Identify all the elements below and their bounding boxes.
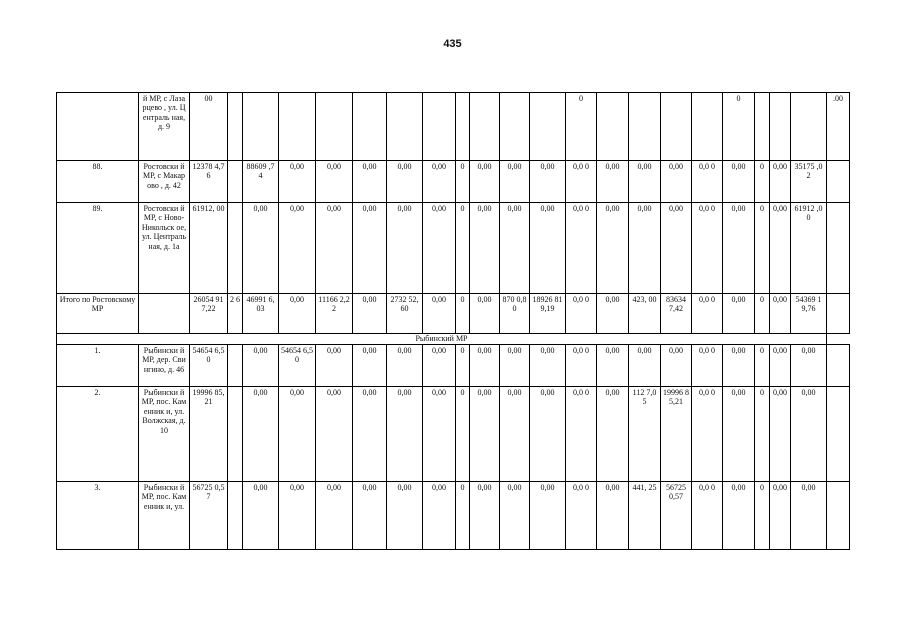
- value-cell: 0,00: [770, 345, 791, 387]
- value-cell: 0,00: [770, 294, 791, 334]
- value-cell: 0,00: [629, 203, 661, 294]
- value-cell: [692, 93, 723, 161]
- value-cell: 0: [456, 482, 470, 550]
- value-cell: [423, 93, 456, 161]
- value-cell: 0,00: [316, 345, 353, 387]
- value-cell: 112 7,05: [629, 387, 661, 482]
- object-address-cell: й МР, с Лазарцево , ул. Централь ная, д. 9: [139, 93, 190, 161]
- value-cell: [228, 482, 243, 550]
- object-address-cell: Ростовски й МР, с Ново- Никольск ое, ул. Централь ная, д. 1а: [139, 203, 190, 294]
- value-cell: 0,0 0: [566, 161, 597, 203]
- value-cell: 0,00: [423, 387, 456, 482]
- value-cell: 0,00: [423, 161, 456, 203]
- value-cell: 0,00: [279, 161, 316, 203]
- value-cell: 56725 0,57: [190, 482, 228, 550]
- value-cell: [279, 93, 316, 161]
- value-cell: 0,00: [770, 203, 791, 294]
- value-cell: 0: [755, 161, 770, 203]
- value-cell: 88609 ,74: [243, 161, 279, 203]
- value-cell: 0,00: [353, 345, 387, 387]
- value-cell: 0,00: [723, 387, 755, 482]
- value-cell: 56725 0,57: [661, 482, 692, 550]
- object-address-cell: Рыбински й МР, пос. Каменник и, ул.: [139, 482, 190, 550]
- value-cell: [827, 203, 850, 294]
- value-cell: 0,00: [470, 482, 500, 550]
- value-cell: 0,00: [243, 387, 279, 482]
- value-cell: 0: [755, 294, 770, 334]
- value-cell: 0,00: [597, 294, 629, 334]
- object-address-cell: Ростовски й МР, с Макарово , д. 42: [139, 161, 190, 203]
- value-cell: [597, 93, 629, 161]
- table-row: [57, 294, 850, 334]
- value-cell: 26054 917,22: [190, 294, 228, 334]
- value-cell: [827, 161, 850, 203]
- value-cell: [228, 387, 243, 482]
- value-cell: [228, 161, 243, 203]
- value-cell: [316, 93, 353, 161]
- value-cell: 0,0 0: [692, 203, 723, 294]
- value-cell: 12378 4,76: [190, 161, 228, 203]
- value-cell: 0,00: [279, 294, 316, 334]
- value-cell: 61912 ,00: [791, 203, 827, 294]
- value-cell: 0,00: [470, 294, 500, 334]
- value-cell: 0,00: [770, 161, 791, 203]
- value-cell: 46991 6,03: [243, 294, 279, 334]
- value-cell: 83634 7,42: [661, 294, 692, 334]
- value-cell: 0,00: [770, 387, 791, 482]
- row-number-cell: 1.: [57, 345, 139, 387]
- value-cell: 0,00: [423, 482, 456, 550]
- value-cell: 0,00: [470, 203, 500, 294]
- value-cell: 0,00: [791, 387, 827, 482]
- table-row: [57, 203, 850, 294]
- value-cell: [827, 482, 850, 550]
- value-cell: 2732 52,60: [387, 294, 423, 334]
- object-address-cell: [139, 294, 190, 334]
- value-cell: [791, 93, 827, 161]
- value-cell: 0,00: [243, 203, 279, 294]
- value-cell: 0,00: [316, 387, 353, 482]
- value-cell: 0,00: [500, 387, 530, 482]
- value-cell: 0: [755, 482, 770, 550]
- value-cell: 0,00: [500, 161, 530, 203]
- section-header: [57, 334, 850, 345]
- value-cell: 0,00: [530, 387, 566, 482]
- table-body-after: [57, 345, 850, 550]
- value-cell: 0,00: [423, 345, 456, 387]
- value-cell: .00: [827, 93, 850, 161]
- value-cell: 0,00: [500, 482, 530, 550]
- value-cell: 0,00: [387, 387, 423, 482]
- value-cell: [228, 93, 243, 161]
- value-cell: 0,00: [500, 203, 530, 294]
- table-body-before: [57, 93, 850, 334]
- row-number-cell: 2.: [57, 387, 139, 482]
- value-cell: 0,00: [723, 203, 755, 294]
- value-cell: 19996 85,21: [190, 387, 228, 482]
- value-cell: [755, 93, 770, 161]
- value-cell: 0: [456, 387, 470, 482]
- value-cell: 423, 00: [629, 294, 661, 334]
- value-cell: [827, 345, 850, 387]
- value-cell: 0,00: [470, 387, 500, 482]
- value-cell: 0,00: [597, 482, 629, 550]
- value-cell: 0,00: [723, 345, 755, 387]
- row-number-cell: 88.: [57, 161, 139, 203]
- table-row: [57, 345, 850, 387]
- row-number-cell: [57, 93, 139, 161]
- value-cell: 0,00: [661, 161, 692, 203]
- value-cell: 61912, 00: [190, 203, 228, 294]
- value-cell: 0,00: [423, 294, 456, 334]
- value-cell: 0,00: [791, 482, 827, 550]
- value-cell: 0,0 0: [566, 387, 597, 482]
- value-cell: 0,00: [500, 345, 530, 387]
- object-address-cell: Рыбински й МР, пос. Каменник и, ул. Волжская, д. 10: [139, 387, 190, 482]
- value-cell: [827, 387, 850, 482]
- value-cell: 0,0 0: [692, 482, 723, 550]
- value-cell: [387, 93, 423, 161]
- section-title: Рыбинский МР: [57, 334, 827, 345]
- value-cell: 0,00: [597, 345, 629, 387]
- value-cell: 0,00: [279, 387, 316, 482]
- value-cell: 0,00: [243, 345, 279, 387]
- value-cell: 0,00: [353, 482, 387, 550]
- value-cell: 0: [456, 203, 470, 294]
- value-cell: [353, 93, 387, 161]
- value-cell: 0: [566, 93, 597, 161]
- value-cell: 11166 2,22: [316, 294, 353, 334]
- value-cell: 870 0,80: [500, 294, 530, 334]
- value-cell: 0,00: [661, 203, 692, 294]
- value-cell: 0,00: [770, 482, 791, 550]
- value-cell: 0,00: [629, 345, 661, 387]
- value-cell: [470, 93, 500, 161]
- value-cell: 19996 85,21: [661, 387, 692, 482]
- row-number-cell: Итого по Ростовскому МР: [57, 294, 139, 334]
- value-cell: 0,00: [316, 161, 353, 203]
- value-cell: 0,00: [387, 203, 423, 294]
- value-cell: 0,00: [423, 203, 456, 294]
- value-cell: [827, 294, 850, 334]
- value-cell: [629, 93, 661, 161]
- value-cell: 0,00: [530, 482, 566, 550]
- value-cell: 0,00: [353, 161, 387, 203]
- table-row: [57, 482, 850, 550]
- value-cell: 0,00: [470, 161, 500, 203]
- value-cell: 0,00: [353, 203, 387, 294]
- value-cell: 0,00: [387, 345, 423, 387]
- value-cell: [530, 93, 566, 161]
- object-address-cell: Рыбински й МР, дер. Свингино, д. 46: [139, 345, 190, 387]
- value-cell: [243, 93, 279, 161]
- value-cell: [770, 93, 791, 161]
- value-cell: 0,0 0: [566, 482, 597, 550]
- value-cell: 0,00: [723, 294, 755, 334]
- value-cell: [228, 203, 243, 294]
- value-cell: 0,00: [661, 345, 692, 387]
- value-cell: 0,00: [530, 345, 566, 387]
- table-row: [57, 93, 850, 161]
- value-cell: 0,0 0: [566, 294, 597, 334]
- value-cell: 0,0 0: [692, 387, 723, 482]
- value-cell: 0,00: [353, 387, 387, 482]
- value-cell: 00: [190, 93, 228, 161]
- value-cell: 0,0 0: [692, 294, 723, 334]
- row-number-cell: 3.: [57, 482, 139, 550]
- data-table: [56, 92, 850, 550]
- value-cell: 0: [755, 345, 770, 387]
- value-cell: 0,00: [723, 482, 755, 550]
- value-cell: 0,00: [470, 345, 500, 387]
- value-cell: 0,00: [530, 203, 566, 294]
- value-cell: 0,0 0: [566, 203, 597, 294]
- page-number: 435: [443, 38, 462, 50]
- value-cell: 0,00: [316, 482, 353, 550]
- value-cell: 0,00: [597, 387, 629, 482]
- table-row: [57, 161, 850, 203]
- value-cell: [228, 345, 243, 387]
- value-cell: [661, 93, 692, 161]
- value-cell: 0: [456, 345, 470, 387]
- value-cell: 0,00: [279, 482, 316, 550]
- value-cell: 441, 25: [629, 482, 661, 550]
- value-cell: 0,00: [597, 203, 629, 294]
- value-cell: 0,00: [791, 345, 827, 387]
- value-cell: 0: [456, 161, 470, 203]
- value-cell: 0,00: [387, 482, 423, 550]
- value-cell: 0,00: [243, 482, 279, 550]
- value-cell: 0,00: [279, 203, 316, 294]
- value-cell: 0,0 0: [692, 345, 723, 387]
- value-cell: 0: [456, 294, 470, 334]
- value-cell: 0,00: [723, 161, 755, 203]
- value-cell: 0: [723, 93, 755, 161]
- value-cell: [456, 93, 470, 161]
- row-number-cell: 89.: [57, 203, 139, 294]
- value-cell: 0,00: [353, 294, 387, 334]
- value-cell: 0,00: [387, 161, 423, 203]
- value-cell: 0,00: [597, 161, 629, 203]
- value-cell: 35175 ,02: [791, 161, 827, 203]
- value-cell: 0: [755, 203, 770, 294]
- value-cell: 54654 6,50: [279, 345, 316, 387]
- value-cell: 2 6: [228, 294, 243, 334]
- value-cell: [500, 93, 530, 161]
- value-cell: 0,00: [629, 161, 661, 203]
- value-cell: 0,00: [530, 161, 566, 203]
- value-cell: 18926 819,19: [530, 294, 566, 334]
- value-cell: 0: [755, 387, 770, 482]
- table-row: [57, 387, 850, 482]
- value-cell: 54654 6,50: [190, 345, 228, 387]
- value-cell: 54369 19,76: [791, 294, 827, 334]
- value-cell: 0,0 0: [566, 345, 597, 387]
- value-cell: 0,0 0: [692, 161, 723, 203]
- value-cell: 0,00: [316, 203, 353, 294]
